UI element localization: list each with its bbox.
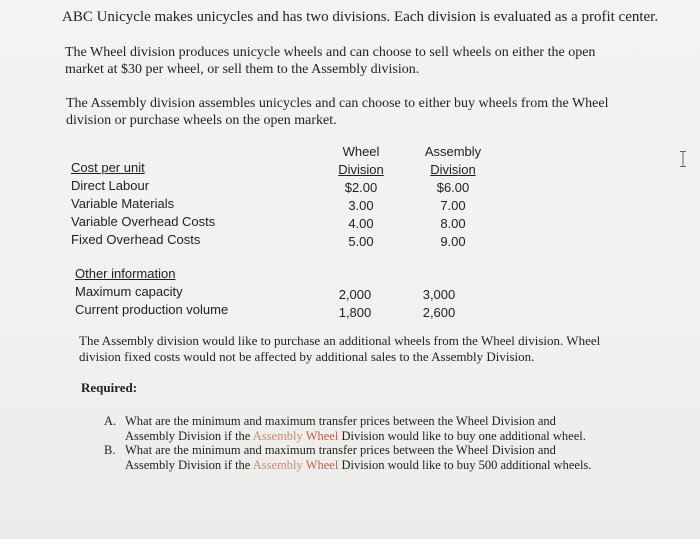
question-a-text: Assembly Division if the [125, 429, 253, 443]
row-label: Current production volume [75, 302, 229, 317]
question-b-line-2 [125, 458, 591, 473]
wheel-value: 1,800 [338, 305, 372, 320]
wheel-paragraph-line-1: The Wheel division produces unicycle wheels and can choose to sell wheels on either the open [65, 45, 596, 60]
question-b-highlight-assembly: Assembly [252, 458, 303, 472]
purchase-paragraph-line-2: division fixed costs would not be affected by additional sales to the Assembly Division. [79, 349, 535, 364]
wheel-value: $2.00 [344, 180, 378, 195]
cost-per-unit-label: Cost per unit [71, 160, 145, 175]
question-a-text: Division would like to buy one additional wheel. [338, 429, 586, 443]
assembly-value: 8.00 [440, 216, 466, 231]
row-label: Direct Labour [71, 178, 150, 193]
question-b-text: Assembly Division if the [125, 458, 253, 472]
assembly-value: $6.00 [436, 180, 470, 195]
assembly-header-line-1: Assembly [424, 144, 482, 159]
assembly-value: 9.00 [440, 234, 466, 249]
row-label: Variable Overhead Costs [71, 214, 216, 229]
assembly-value: 3,000 [422, 287, 456, 302]
purchase-paragraph-line-1: The Assembly division would like to purchase an additional wheels from the Wheel division. Wheel [79, 333, 601, 348]
wheel-paragraph-line-2: market at $30 per wheel, or sell them to the Assembly division. [65, 62, 420, 77]
row-label: Variable Materials [71, 196, 175, 211]
wheel-value: 5.00 [348, 234, 374, 249]
question-b-highlight-wheel: Wheel [305, 458, 339, 472]
row-label: Maximum capacity [75, 284, 183, 299]
required-heading: Required: [81, 380, 138, 395]
other-information-heading: Other information [75, 266, 176, 281]
assembly-value: 2,600 [422, 305, 456, 320]
question-a-highlight-assembly: Assembly [252, 429, 303, 443]
question-a-marker: A. [104, 414, 117, 428]
wheel-value: 3.00 [348, 198, 374, 213]
wheel-header-line-1: Wheel [342, 144, 380, 159]
assembly-paragraph-line-2: division or purchase wheels on the open market. [66, 113, 337, 128]
question-b-text: Division would like to buy 500 additional wheels. [338, 458, 592, 472]
row-label: Fixed Overhead Costs [71, 232, 201, 247]
wheel-value: 2,000 [338, 287, 372, 302]
question-a-highlight-wheel: Wheel [305, 429, 339, 443]
wheel-value: 4.00 [348, 216, 374, 231]
question-a-line-1: What are the minimum and maximum transfer prices between the Wheel Division and [125, 414, 556, 428]
question-b-marker: B. [104, 443, 116, 457]
question-a-line-2 [125, 429, 586, 444]
intro-line: ABC Unicycle makes unicycles and has two divisions. Each division is evaluated as a profit center. [62, 9, 659, 25]
question-b-line-1: What are the minimum and maximum transfer prices between the Wheel Division and [125, 443, 556, 457]
assembly-paragraph-line-1: The Assembly division assembles unicycles and can choose to either buy wheels from the Wheel [66, 96, 609, 111]
wheel-header-line-2: Division [338, 162, 384, 177]
assembly-value: 7.00 [440, 198, 466, 213]
assembly-header-line-2: Division [430, 162, 476, 177]
text-cursor-icon [678, 150, 688, 168]
